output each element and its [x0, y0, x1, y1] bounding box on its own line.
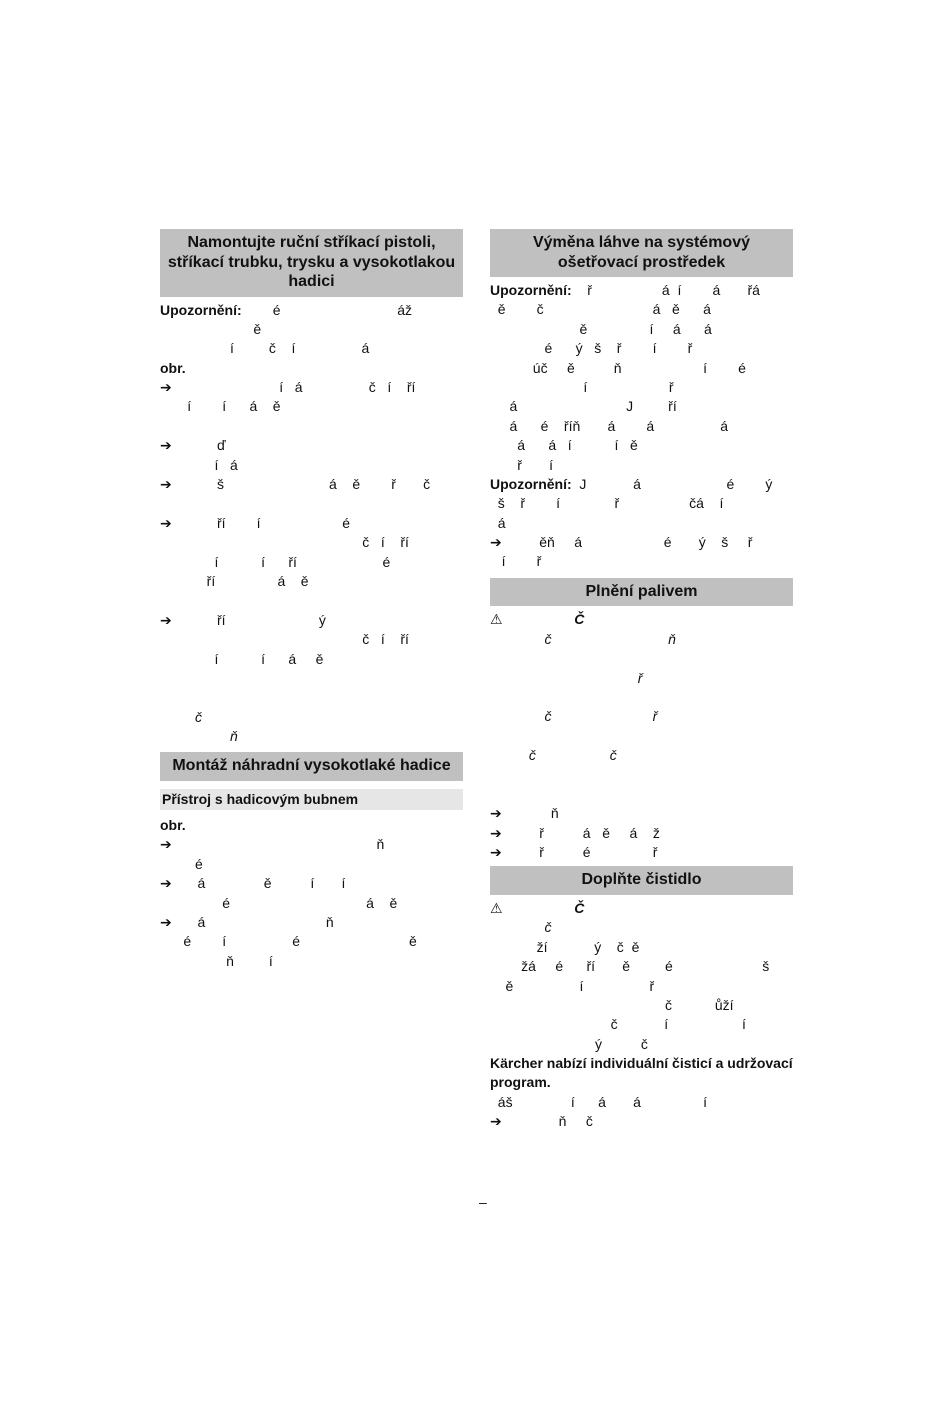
text-line: í á č í ří [182, 379, 416, 396]
arrow-icon: ➔ [160, 875, 172, 892]
text-line: ň [182, 836, 385, 853]
text-line: ěň á é ý š ř [512, 534, 753, 551]
text-line: č [490, 919, 552, 936]
text-line: ří ý [182, 611, 326, 628]
text-line: š ř í ř čá í [490, 495, 724, 512]
text-line: ň [160, 728, 238, 745]
text-line: ř é ř [512, 844, 658, 861]
text-line: č ůží [490, 996, 734, 1013]
bullet-line [160, 378, 463, 397]
spacer [160, 417, 463, 436]
text-line: č ř [490, 708, 658, 725]
text-line: ě č á ě á [490, 301, 711, 318]
bullet-line [160, 874, 463, 893]
text-line: č [160, 708, 203, 725]
text-line: úč ě ň í é [490, 359, 746, 376]
arrow-icon: ➔ [160, 379, 172, 396]
right-column [490, 229, 793, 1132]
text-line: č í ří [160, 631, 409, 648]
note-line [490, 281, 793, 300]
arrow-icon: ➔ [490, 534, 502, 551]
warning-icon: ⚠ [490, 611, 503, 628]
text-line [490, 649, 793, 668]
left-column [160, 229, 463, 971]
text-line: á é říň á á á [490, 417, 729, 434]
bullet-line [160, 436, 463, 455]
text-line: ří á ě [160, 572, 309, 589]
text-line: ď [182, 437, 226, 454]
arrow-icon: ➔ [490, 805, 502, 822]
text-line: á J ří [490, 398, 677, 415]
warning-line [490, 610, 793, 629]
bullet-line [490, 843, 793, 862]
section-heading-mount-gun: Namontujte ruční stříkací pistoli, stříkací trubku, trysku a vysokotlakou hadici [160, 229, 463, 297]
text-line: č č [490, 747, 617, 764]
text-line: žá é ří ě é š [490, 958, 770, 975]
note-line [160, 301, 463, 320]
arrow-icon: ➔ [160, 913, 172, 930]
arrow-icon: ➔ [160, 836, 172, 853]
note-line [490, 475, 793, 494]
arrow-icon: ➔ [490, 824, 502, 841]
bullet-line [160, 611, 463, 630]
text-line: í í á ě [160, 650, 324, 667]
text-line: é áž [241, 301, 413, 318]
text-line: ě [160, 320, 262, 337]
text-line: č ň [490, 630, 676, 647]
text-line: í í ří é [160, 553, 391, 570]
note-label: Upozornění: [490, 475, 572, 492]
text-line: é í é ě [160, 933, 417, 950]
warning-icon: ⚠ [490, 899, 503, 916]
text-line: ě í á á [490, 320, 712, 337]
section-heading-replace-hose: Montáž náhradní vysokotlaké hadice [160, 752, 463, 781]
arrow-icon: ➔ [490, 1113, 502, 1130]
text-line [490, 688, 793, 707]
arrow-icon: ➔ [160, 437, 172, 454]
subheading-hose-drum: Přístroj s hadicovým bubnem [160, 789, 463, 810]
text-line: ň č [512, 1113, 593, 1130]
arrow-icon: ➔ [160, 476, 172, 493]
text-line: Č [512, 899, 585, 916]
text-line: í č í á [160, 340, 370, 357]
figure-ref: obr. [160, 816, 186, 833]
text-line: ě í ř [490, 977, 655, 994]
bullet-line [160, 913, 463, 932]
bullet-line [160, 514, 463, 533]
text-line: ří í é [182, 514, 351, 531]
bullet-line [490, 824, 793, 843]
bullet-line [160, 475, 463, 494]
text-line: í ř [490, 553, 542, 570]
text-line: č í ří [160, 534, 409, 551]
bullet-line [490, 533, 793, 552]
text-line: ř í [490, 456, 554, 473]
text-line: ň [512, 805, 559, 822]
text-line: Č [512, 611, 585, 628]
text-line: ží ý č ě [490, 938, 640, 955]
section-heading-refuel: Plnění palivem [490, 578, 793, 607]
text-line: é á ě [160, 894, 398, 911]
text-line [490, 785, 793, 804]
arrow-icon: ➔ [490, 844, 502, 861]
section-heading-replace-bottle: Výměna láhve na systémový ošetřovací prostředek [490, 229, 793, 277]
bullet-line [490, 1112, 793, 1131]
spacer [160, 591, 463, 610]
text-line: ř [490, 669, 643, 686]
warning-line [490, 899, 793, 918]
text-line: é ý š ř í ř [490, 340, 693, 357]
text-line: áš í á á í [490, 1093, 708, 1110]
text-line [490, 765, 793, 784]
text-line: ý č [490, 1035, 648, 1052]
text-line: á [490, 514, 506, 531]
figure-ref: obr. [160, 359, 186, 376]
note-label: Upozornění: [160, 301, 242, 318]
spacer [160, 494, 463, 513]
text-line: J á é ý [571, 475, 773, 492]
text-line: č í í [490, 1016, 746, 1033]
text-line: í á [160, 456, 238, 473]
text-line: á ě í í [182, 875, 346, 892]
text-line: ř á í á řá [571, 282, 760, 298]
karcher-program-paragraph: Kärcher nabízí individuální čisticí a udržovací program. [490, 1055, 793, 1091]
text-line: á á í í ě [490, 437, 638, 454]
text-line: á ň [182, 913, 334, 930]
text-line: ň í [160, 952, 273, 969]
bullet-line [490, 804, 793, 823]
spacer [160, 688, 463, 707]
bullet-line [160, 835, 463, 854]
section-heading-add-detergent: Doplňte čistidlo [490, 866, 793, 895]
text-line: š á ě ř č [182, 476, 431, 493]
text-line: í í á ě [160, 398, 281, 415]
spacer [160, 669, 463, 688]
text-line: é [160, 855, 203, 872]
text-line: ř á ě á ž [512, 824, 660, 841]
note-label: Upozornění: [490, 282, 572, 298]
page-number: – [479, 1194, 487, 1210]
arrow-icon: ➔ [160, 611, 172, 628]
arrow-icon: ➔ [160, 514, 172, 531]
text-line [490, 727, 793, 746]
text-line: í ř [490, 378, 674, 395]
